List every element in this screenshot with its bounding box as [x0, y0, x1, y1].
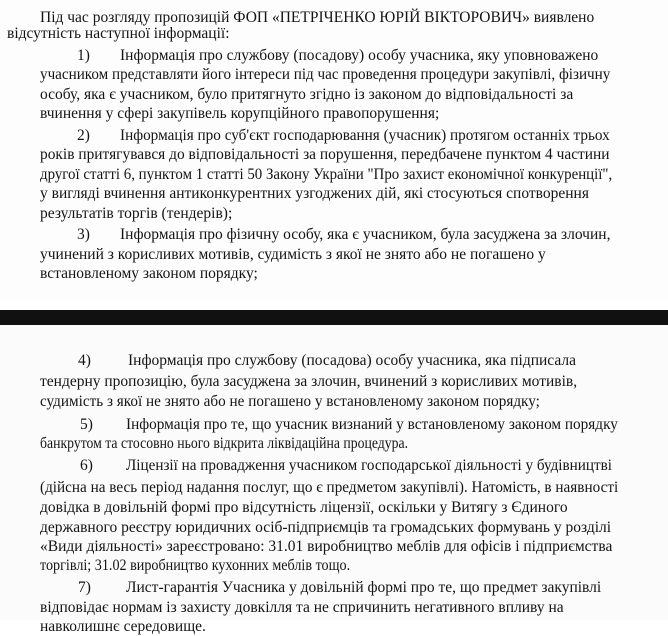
intro-text: Під час розгляду пропозицій ФОП «ПЕТРІЧЕНКО ЮРІЙ ВІКТОРОВИЧ» виявлено — [40, 9, 595, 26]
item-text: торгівлі; 31.02 виробництво кухонних меблів тощо. — [40, 557, 351, 574]
item-text: банкрутом та стосовно нього відкрита ліквідаційна процедура. — [40, 435, 409, 452]
item-text: Інформація про фізичну особу, яка є учасником, була засуджена за злочин, — [120, 226, 611, 243]
item-text: у вигляді вчинення антиконкурентних узгоджених дій, які стосуються спотворення — [40, 185, 589, 202]
item-text: судимість з якої не знято або не погашено у встановленому законом порядку; — [40, 393, 540, 410]
item-number: 3) — [77, 226, 90, 243]
item-number: 4) — [78, 352, 91, 369]
item-number: 5) — [80, 416, 93, 433]
page-gap — [0, 300, 668, 310]
item-text: Інформація про те, що учасник визнаний у встановленому законом порядку — [126, 416, 618, 433]
page-separator-bar — [0, 310, 668, 325]
item-text: Лист-гарантія Учасника у довільній формі про те, що предмет закупівлі — [126, 579, 602, 596]
item-text: Інформація про службову (посадову) особу учасника, яку уповноважено — [120, 47, 599, 64]
item-number: 2) — [77, 127, 90, 144]
item-text: Інформація про суб'єкт господарювання (учасник) протягом останніх трьох — [120, 127, 610, 144]
item-text: «Види діяльності» зареєстровано: 31.01 виробництво меблів для офісів і підприємства — [40, 538, 613, 555]
item-text: результатів торгів (тендерів); — [40, 205, 233, 222]
item-text: Інформація про службову (посадова) особу учасника, яка підписала — [128, 352, 577, 369]
item-number: 1) — [77, 47, 90, 64]
item-text: вчинення у сфері закупівель корупційного правопорушення; — [40, 105, 440, 122]
item-text: учинений з корисливих мотивів, судимість з якої не знято або не погашено у — [40, 246, 546, 263]
item-text: особу, яка є учасником, було притягнуто згідно із законом до відповідальності за — [40, 86, 574, 103]
item-text: навколишнє середовище. — [40, 618, 206, 635]
item-text: відповідає нормам із захисту довкілля та не спричинить негативного впливу на — [40, 599, 564, 616]
item-text: учасником представляти його інтереси під час проведення процедури закупівлі, фізичну — [40, 66, 611, 83]
intro-text: відсутність наступної інформації: — [7, 25, 230, 42]
item-text: Ліцензії на провадження учасником господарської діяльності у будівництві — [126, 457, 613, 474]
document-page-1 — [0, 0, 668, 300]
item-text: довідка в довільній формі про відсутність ліцензії, оскільки у Витягу з Єдиного — [40, 499, 568, 516]
item-number: 6) — [80, 457, 93, 474]
item-text: другої статті 6, пунктом 1 статті 50 Закону України "Про захист економічної конкуренції", — [40, 166, 613, 183]
item-text: (дійсна на весь період надання послуг, що є предметом закупівлі). Натомість, в наявності — [40, 479, 619, 496]
item-text: тендерну пропозицію, була засуджена за злочин, вчинений з корисливих мотивів, — [40, 373, 578, 390]
item-text: років притягувався до відповідальності за порушення, передбачене пунктом 4 частини — [40, 146, 610, 163]
document-page-2 — [0, 325, 668, 635]
item-text: встановленому законом порядку; — [40, 265, 258, 282]
item-number: 7) — [78, 579, 91, 596]
item-text: державного реєстру юридичних осіб-підприємців та громадських формувань у розділі — [40, 519, 612, 536]
